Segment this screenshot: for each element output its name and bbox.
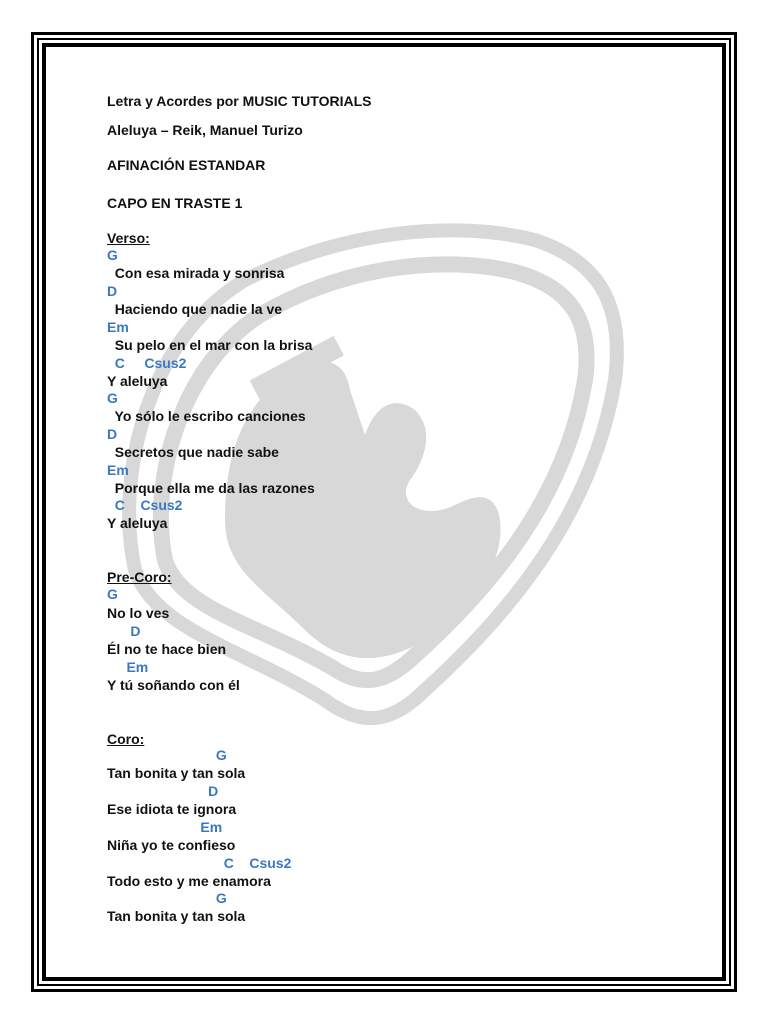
chord-line: G xyxy=(107,390,118,406)
chord-line: D xyxy=(107,426,118,442)
lyric-line: Tan bonita y tan sola xyxy=(107,765,246,781)
lyric-line: Y aleluya xyxy=(107,373,168,389)
lyric-line: Tan bonita y tan sola xyxy=(107,908,246,924)
chord-line: D xyxy=(107,783,219,799)
section-heading-precoro: Pre-Coro: xyxy=(107,569,172,585)
lyric-line: Secretos que nadie sabe xyxy=(107,444,279,460)
lyric-line: Haciendo que nadie la ve xyxy=(107,301,283,317)
capo-line: CAPO EN TRASTE 1 xyxy=(107,195,243,211)
chord-line: C Csus2 xyxy=(107,355,187,371)
lyric-line: Ese idiota te ignora xyxy=(107,801,237,817)
lyric-line: Yo sólo le escribo canciones xyxy=(107,408,306,424)
lyric-line: Él no te hace bien xyxy=(107,641,227,657)
chord-line: Em xyxy=(107,462,129,478)
chord-line: D xyxy=(107,283,118,299)
lyric-line: No lo ves xyxy=(107,605,170,621)
section-heading-coro: Coro: xyxy=(107,731,145,747)
chord-line: G xyxy=(107,586,118,602)
chord-line: G xyxy=(107,247,118,263)
chord-line: Em xyxy=(107,659,149,675)
credit-line: Letra y Acordes por MUSIC TUTORIALS xyxy=(107,93,372,109)
section-heading-verso: Verso: xyxy=(107,230,150,246)
lyric-line: Niña yo te confieso xyxy=(107,837,236,853)
song-title: Aleluya – Reik, Manuel Turizo xyxy=(107,122,303,138)
lyric-line: Su pelo en el mar con la brisa xyxy=(107,337,313,353)
chord-line: Em xyxy=(107,319,129,335)
lyric-line: Porque ella me da las razones xyxy=(107,480,315,496)
chord-line: G xyxy=(107,890,227,906)
tuning-line: AFINACIÓN ESTANDAR xyxy=(107,157,266,173)
lyric-line: Todo esto y me enamora xyxy=(107,873,271,889)
lyric-line: Y aleluya xyxy=(107,515,168,531)
chord-line: C Csus2 xyxy=(107,497,183,513)
lyric-line: Con esa mirada y sonrisa xyxy=(107,265,285,281)
chord-line: Em xyxy=(107,819,223,835)
chord-line: G xyxy=(107,747,227,763)
chord-line: C Csus2 xyxy=(107,855,292,871)
chord-line: D xyxy=(107,623,141,639)
lyric-line: Y tú soñando con él xyxy=(107,677,240,693)
